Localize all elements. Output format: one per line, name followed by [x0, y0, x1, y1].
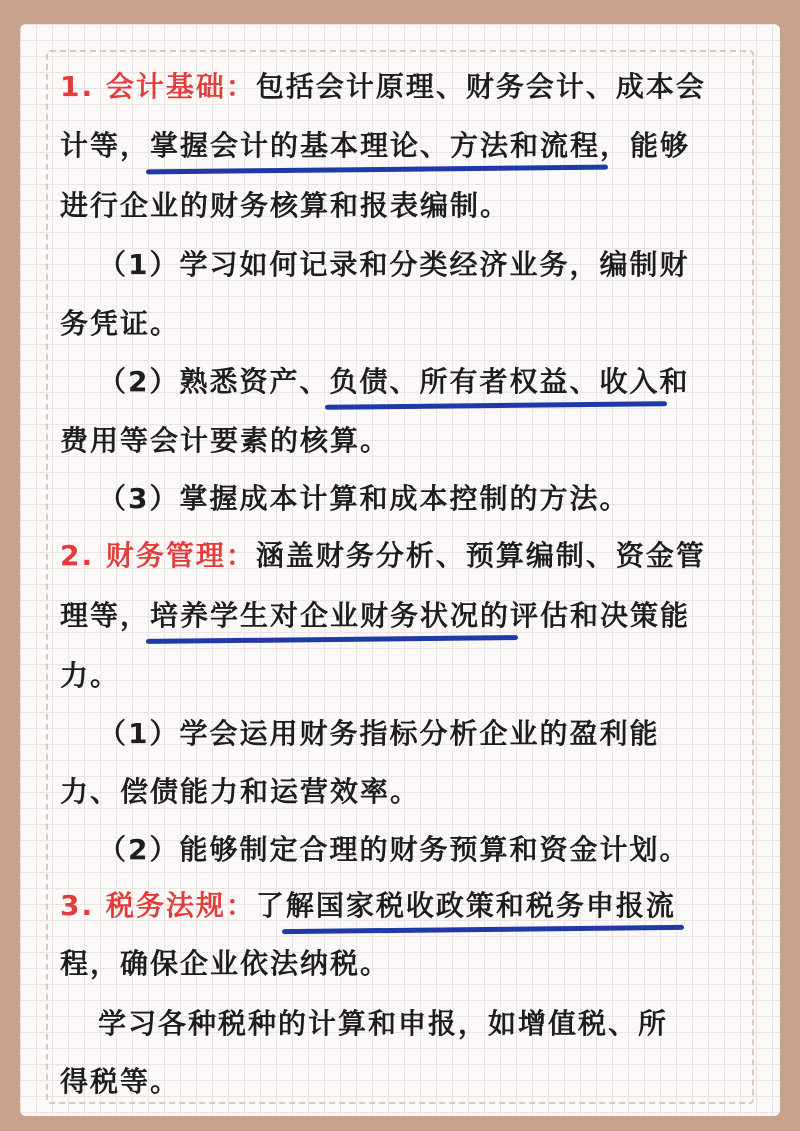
section-2-text: 评估和决策能 — [510, 599, 691, 632]
section-2-item-1-cont: 力、偿债能力和运营效率。 — [60, 775, 421, 808]
section-1-line-3: 进行企业的财务核算和报表编制。 — [60, 189, 511, 222]
section-3-item-1: 学习各种税种的计算和申报，如增值税、所 — [98, 1007, 669, 1040]
underlined-text: 负债、所有者权益、收入 — [329, 362, 659, 402]
section-1-text: 计等， — [60, 129, 151, 162]
section-1-text: 包括会计原理、财务会计、成本会 — [255, 70, 706, 103]
section-2-line-3: 力。 — [60, 659, 121, 692]
section-1-item-2-cont: 费用等会计要素的核算。 — [60, 424, 391, 457]
section-1-line-1 — [60, 67, 706, 107]
underlined-text: 解国家税收政策和税务申报流 — [286, 886, 676, 926]
section-2-item-2: （2）能够制定合理的财务预算和资金计划。 — [98, 833, 690, 866]
grid-paper — [20, 24, 780, 1116]
section-2-line-1 — [60, 536, 706, 576]
section-1-item-1: （1）学习如何记录和分类经济业务，编制财 — [98, 248, 690, 281]
section-2-item-1: （1）学会运用财务指标分析企业的盈利能 — [98, 717, 660, 750]
section-3-heading: 3. 税务法规： — [60, 889, 256, 922]
section-3-text: 了 — [255, 889, 286, 922]
section-3-item-1-cont: 得税等。 — [60, 1065, 181, 1098]
item-text: 和 — [659, 365, 690, 398]
underlined-text: 掌握会计的基本理论、方法和流程 — [150, 126, 600, 166]
section-2-text: 理等， — [60, 599, 151, 632]
section-3-line-1 — [60, 886, 676, 926]
section-2-line-2 — [60, 596, 690, 636]
section-2-heading: 2. 财务管理： — [60, 539, 256, 572]
section-2-text: 涵盖财务分析、预算编制、资金管 — [255, 539, 706, 572]
section-1-text: ，能够 — [600, 129, 691, 162]
item-text: （2）熟悉资产、 — [98, 365, 330, 398]
section-1-item-3: （3）掌握成本计算和成本控制的方法。 — [98, 482, 630, 515]
section-1-line-2 — [60, 126, 690, 166]
section-1-item-2 — [98, 362, 690, 402]
section-1-item-1-cont: 务凭证。 — [60, 307, 181, 340]
underlined-text: 培养学生对企业财务状况的 — [150, 596, 510, 636]
section-1-heading: 1. 会计基础： — [60, 70, 256, 103]
section-3-line-2: 程，确保企业依法纳税。 — [60, 947, 391, 980]
